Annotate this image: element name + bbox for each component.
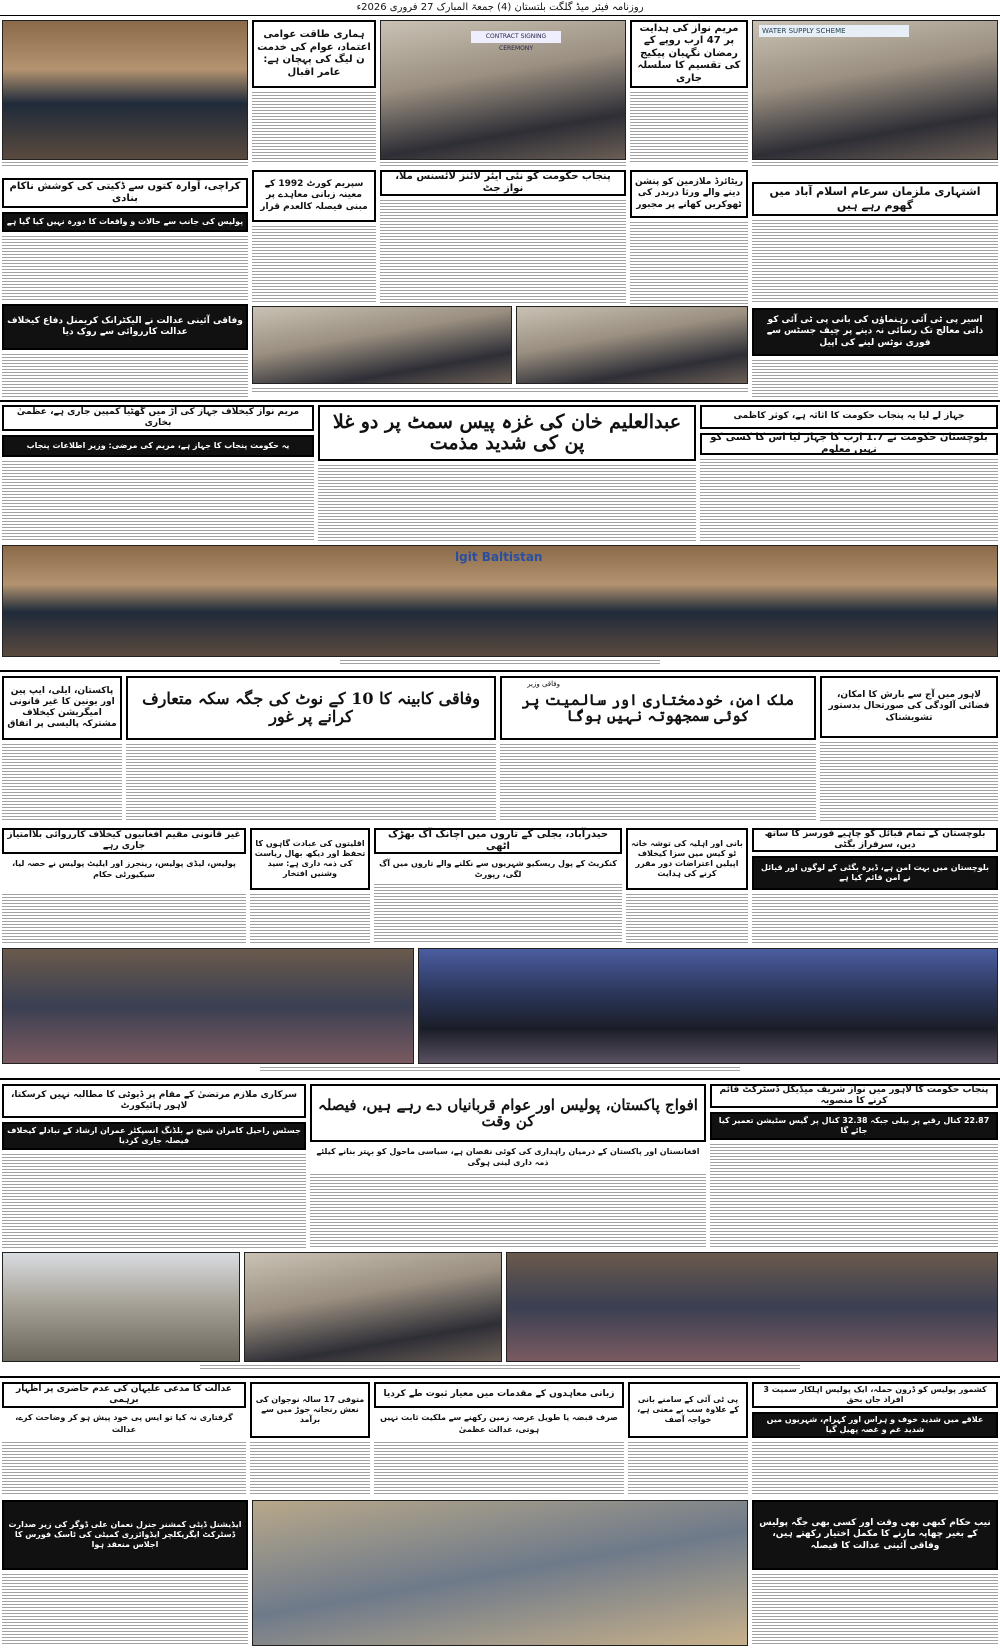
photo-women-gathering — [506, 1252, 998, 1362]
subheadline-afghan-corridor: افغانستان اور پاکستان کے درمیان راہداری کی کوئی نقصان ہے، سیاسی ماحول کو بہتر بنانے کیلئے ذمہ داری لینی ہوگی — [316, 1147, 700, 1167]
article-body — [318, 465, 696, 541]
article-body — [626, 894, 748, 944]
headline-cabinet-coin: وفاقی کابینہ کا 10 کے نوٹ کی جگہ سکہ متعارف کرانے پر غور — [126, 676, 496, 740]
headline-federal-court-stay: وفاقی آئینی عدالت نے الیکٹرانک کریمنل دفاع کیخلاف عدالت کارروائی سے روک دیا — [2, 304, 248, 350]
headline-tag-federal-minister: وفاقی وزیر — [527, 680, 560, 688]
article-body — [752, 894, 998, 944]
photo-police-seminar — [418, 948, 998, 1064]
subheadline-afghan-security: پولیس، لیڈی پولیس، رینجرز اور ایلیٹ پولیس نے حصہ لیا، سیکیورٹی حکام — [12, 859, 236, 879]
article-body — [752, 1574, 998, 1646]
headline-aleem-khan-gaza: عبدالعلیم خان کی غزہ پیس سمٹ پر دو غلا پن کی شدید مذمت — [318, 405, 696, 461]
headline-balochistan-plane: بلوچستان حکومت نے 1.7 ارب کا جہاز لیا اس کا کسی کو نہیں معلوم — [700, 433, 998, 455]
subheadline-building-inspector: جسٹس راحیل کامران شیخ نے بلڈنگ انسپکٹر عمران ارشاد کے تبادلے کیخلاف فیصلہ جاری کردیا — [2, 1122, 306, 1150]
banner-contract-signing: CONTRACT SIGNING CEREMONY — [471, 31, 561, 43]
caption-line — [252, 388, 748, 394]
subheadline-police-visit: پولیس کی جانب سے حالات و واقعات کا دورہ نہیں کیا گیا ہے — [2, 212, 248, 232]
headline-kausar-kazmi: جہاز لے لیا یہ پنجاب حکومت کا اثاثہ ہے، کوثر کاظمی — [700, 405, 998, 429]
article-body — [252, 92, 376, 162]
article-body — [310, 1174, 706, 1248]
headline-minority-worship: اقلیتوں کی عبادت گاہوں کا تحفظ اور دیکھ بھال ریاست کی ذمہ داری ہے: سید وشنیں افتخار — [250, 828, 370, 890]
article-body — [630, 222, 748, 304]
article-body — [2, 1442, 246, 1496]
section-divider — [0, 400, 1000, 402]
photo-market-inspection — [252, 1500, 748, 1646]
headline-adc-agriculture-meeting: ایڈیشنل ڈپٹی کمشنر جنرل نعمان علی ڈوگر کی زیر صدارت ڈسٹرکٹ ایگریکلچر ایڈوائزری کمیٹی کی ٹاسک فورس کا اجلاس منعقد ہوا — [2, 1500, 248, 1570]
article-body — [250, 1442, 370, 1496]
article-body — [374, 1442, 624, 1496]
photo-officials-inspection — [244, 1252, 502, 1362]
subheadline-bugti-peace: بلوچستان میں بہت امن ہے، ڈیرہ بگٹی کے لوگوں اور قبائل نے امن قائم کیا ہے — [752, 856, 998, 890]
photo-office-meeting — [2, 20, 248, 160]
headline-punjab-airline-license: پنجاب حکومت کو نئی ایئر لائنز لائسنس ملا، نواز جٹ — [380, 170, 626, 196]
article-body — [2, 461, 314, 541]
article-body — [2, 1154, 306, 1248]
article-body — [2, 1574, 248, 1646]
photo-public-gathering — [2, 948, 414, 1064]
subheadline-fear-in-area: علاقے میں شدید خوف و ہراس اور کہرام، شہریوں میں شدید غم و غصہ پھیل گیا — [752, 1412, 998, 1438]
caption-line — [380, 162, 626, 168]
caption-line — [200, 1365, 800, 1371]
headline-lahore-high-court: سرکاری ملازم مرتضیٰ کے مقام پر ڈیوٹی کا مطالبہ نہیں کرسکتا، لاہور ہائیکورٹ — [2, 1084, 306, 1118]
watermark-text: lgit Baltistan — [455, 550, 543, 564]
headline-hyderabad-fire: حیدرآباد، بجلی کے تاروں میں اچانک آگ بھڑک اٹھی — [374, 828, 622, 854]
article-body — [710, 1144, 998, 1248]
photo-press-meeting-left — [252, 306, 512, 384]
caption-line — [752, 162, 998, 168]
section-divider — [0, 670, 1000, 672]
headline-maryam-package: مریم نواز کی ہدایت پر 47 ارب روپے کے رمضان نگہبان پیکیج کی تقسیم کا سلسلہ جاری — [630, 20, 748, 88]
headline-pti-leaders-appeal: اسیر پی ٹی آئی رہنماؤں کی بانی پی ٹی آئی کو ذاتی معالج تک رسائی نہ دینے پر چیف جسٹس سے فوری نوٹس لینے کی اپیل — [752, 308, 998, 356]
headline-khawaja-asif: پی ٹی آئی کے سامنے بانی کے علاوہ سب بے معنی ہے، خواجہ آصف — [628, 1382, 748, 1438]
article-body — [2, 236, 248, 300]
article-body — [630, 92, 748, 162]
headline-wanted-criminals: اشتہاری ملزمان سرعام اسلام آباد میں گھوم رہے ہیں — [752, 182, 998, 216]
article-body — [700, 459, 998, 541]
caption-line — [2, 162, 248, 168]
banner-water-supply: WATER SUPPLY SCHEME — [759, 25, 909, 37]
article-body — [2, 354, 248, 398]
headline-nab-raid-authority: نیب حکام کبھی بھی وقت اور کسی بھی جگہ پولیس کے بغیر چھاپہ مارنے کا مکمل اختیار رکھتے ہیں، وفاقی آئینی عدالت کا فیصلہ — [752, 1500, 998, 1570]
article-body — [374, 884, 622, 944]
article-body — [250, 894, 370, 944]
headline-supreme-court-1992: سپریم کورٹ 1992 کے معینہ زبانی معاہدے پر مبنی فیصلہ کالعدم قرار — [252, 170, 376, 222]
article-body — [380, 200, 626, 304]
headline-pak-eu-migration: پاکستان، ایلی، ایپ پین اور یونین کا غیر قانونی امیگریشن کیخلاف مشترکہ پالیسی پر اتفاق — [2, 676, 122, 740]
headline-sovereignty-no-compromise: ملک امن، خودمختاری اور سالمیت پر کوئی سمجھوتہ نہیں ہوگا — [500, 676, 816, 740]
headline-young-man-body: متوفی 17 سالہ نوجوان کی نعش رنجانہ جوڑ میں سے برآمد — [250, 1382, 370, 1438]
photo-gilgit-baltistan-meeting — [2, 545, 998, 657]
section-divider — [0, 1376, 1000, 1378]
headline-uzma-bukhari: مریم نواز کیخلاف جہاز کی آڑ میں گھٹیا کمپین جاری ہے، عظمیٰ بخاری — [2, 405, 314, 431]
caption-line — [260, 1067, 740, 1073]
headline-court-displeasure: عدالت کا مدعی علیہان کی عدم حاضری پر اظہار برہمی — [2, 1382, 246, 1408]
caption-line — [340, 660, 660, 666]
headline-lahore-rain: لاہور میں آج سے بارش کا امکان، فضائی آلودگی کی صورتحال بدستور تشویشناک — [820, 676, 998, 738]
article-body — [2, 744, 122, 822]
photo-water-supply-meeting — [752, 20, 998, 160]
headline-army-police-sacrifices: افواج پاکستان، پولیس اور عوام قربانیاں دے رہے ہیں، فیصلہ کن وقت — [310, 1084, 706, 1142]
article-body — [820, 742, 998, 822]
article-body — [500, 744, 816, 822]
photo-contract-signing — [380, 20, 626, 160]
masthead: روزنامہ فیئر میڈ گلگت بلتستان (4) جمعۃ المبارک 27 فروری 2026ء — [0, 0, 1000, 16]
subheadline-kanal-area: 22.87 کنال رقبے پر بیلی جبکہ 32.38 کنال پر گیس سٹیشن تعمیر کیا جائے گا — [710, 1112, 998, 1140]
section-divider — [0, 1078, 1000, 1080]
subheadline-possession-ownership: صرف قبضہ یا طویل عرصہ زمین رکھنے سے ملکیت ثابت نہیں ہوتی، عدالت عظمیٰ — [380, 1413, 618, 1434]
subheadline-hyderabad-report: کنکریٹ کے پول ریسکیو شہریوں سے نکلنے والے تاروں میں آگ لگی، رپورٹ — [379, 859, 617, 879]
article-body — [126, 744, 496, 822]
article-body — [628, 1442, 748, 1496]
article-body — [752, 1442, 998, 1496]
subheadline-sp-appear: گرفتاری نہ کیا تو ایس پی خود پیش ہو کر وضاحت کرے، عدالت — [15, 1413, 233, 1434]
photo-press-meeting-right — [516, 306, 748, 384]
article-body — [252, 226, 376, 304]
headline-karachi-dogs: کراچی، آوارہ کتوں سے ڈکیتی کی کوشش ناکام بنادی — [2, 178, 248, 208]
headline-bugti-tribes: بلوچستان کے تمام قبائل کو چاہیے فورسز کا ساتھ دیں، سرفراز بگٹی — [752, 828, 998, 852]
subheadline-punjab-plane: یہ حکومت پنجاب کا جہاز ہے، مریم کی مرضی: وزیر اطلاعات پنجاب — [2, 435, 314, 457]
headline-kashmore-drone: کشمور پولیس کو ڈرون حملہ، ایک پولیس اہلکار سمیت 3 افراد جاں بحق — [752, 1382, 998, 1408]
article-body — [752, 360, 998, 398]
headline-verbal-agreements: زبانی معاہدوں کے مقدمات میں معیار ثبوت طے کردیا — [374, 1382, 624, 1408]
headline-retired-employees: ریٹائرڈ ملازمین کو پنشن دینے والے ورثا دربدر کی ٹھوکریں کھانے پر مجبور — [630, 170, 748, 218]
headline-toshakhana-appeals: بانی اور اہلیہ کی توشہ خانہ ٹو کیس میں سزا کیخلاف اپیلیں اعتراضات دور مقرر کرنے کی ہدایت — [626, 828, 748, 890]
headline-amir-iqbal: ہماری طاقت عوامی اعتماد، عوام کی خدمت ن لیگ کی پہچان ہے: عامر اقبال — [252, 20, 376, 88]
headline-afghan-action: غیر قانونی مقیم افغانیوں کیخلاف کارروائی بلاامتیاز جاری رہے — [2, 828, 246, 854]
article-body — [2, 894, 246, 944]
photo-road-survey — [2, 1252, 240, 1362]
headline-nawaz-medical-district: پنجاب حکومت کا لاہور میں نواز شریف میڈیکل ڈسٹرکٹ قائم کرنے کا منصوبہ — [710, 1084, 998, 1108]
article-body — [752, 220, 998, 304]
